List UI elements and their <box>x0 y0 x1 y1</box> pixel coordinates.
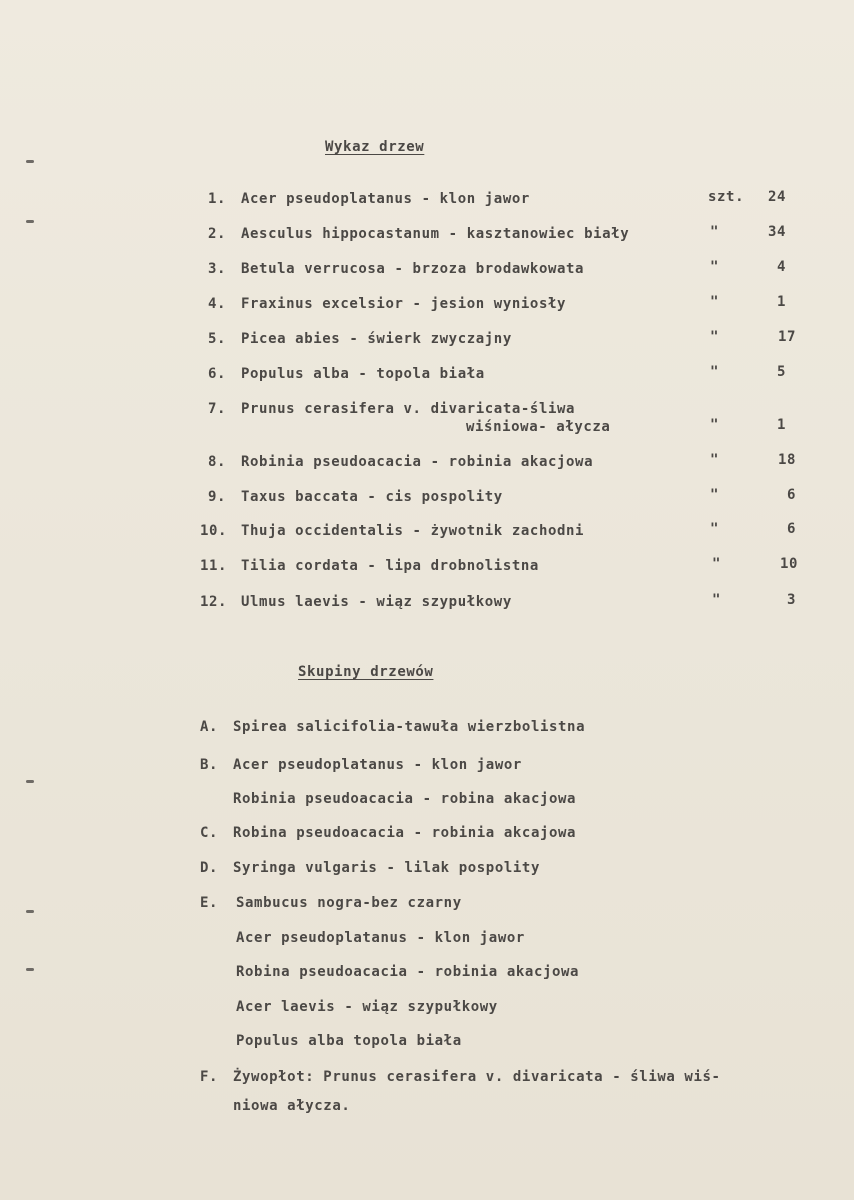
tree-unit: " <box>710 294 720 310</box>
punch-hole-mark <box>26 160 34 163</box>
tree-name-continuation: wiśniowa- ałycza <box>466 419 611 435</box>
tree-unit: szt. <box>708 189 745 205</box>
tree-num: 11. <box>200 558 228 574</box>
page-title: Wykaz drzew <box>325 139 425 155</box>
tree-count: 34 <box>767 224 786 240</box>
tree-name: Ulmus laevis - wiąz szypułkowy <box>241 594 512 610</box>
tree-name: Picea abies - świerk zwyczajny <box>241 331 512 347</box>
group-line: niowa ałycza. <box>233 1098 351 1114</box>
group-letter: E. <box>200 895 219 911</box>
tree-unit: " <box>712 592 722 608</box>
group-line: Acer laevis - wiąz szypułkowy <box>236 999 498 1015</box>
section-heading: Skupiny drzewów <box>298 664 434 680</box>
punch-hole-mark <box>26 220 34 223</box>
punch-hole-mark <box>26 968 34 971</box>
tree-unit: " <box>710 487 720 503</box>
tree-count: 6 <box>786 487 796 503</box>
tree-count: 18 <box>777 452 796 468</box>
tree-num: 9. <box>208 489 227 505</box>
tree-name: Aesculus hippocastanum - kasztanowiec biały <box>241 226 630 242</box>
tree-num: 6. <box>208 366 227 382</box>
tree-count: 17 <box>777 329 796 345</box>
punch-hole-mark <box>26 910 34 913</box>
tree-num: 2. <box>208 226 227 242</box>
group-letter: C. <box>200 825 219 841</box>
tree-name: Prunus cerasifera v. divaricata-śliwa <box>241 401 576 417</box>
tree-num: 5. <box>208 331 227 347</box>
tree-unit: " <box>712 556 722 572</box>
group-letter: A. <box>200 719 219 735</box>
tree-name: Acer pseudoplatanus - klon jawor <box>241 191 530 207</box>
tree-name: Fraxinus excelsior - jesion wyniosły <box>241 296 567 312</box>
tree-unit: " <box>710 364 720 380</box>
tree-num: 10. <box>200 523 228 539</box>
tree-count: 5 <box>776 364 786 380</box>
tree-num: 1. <box>208 191 227 207</box>
group-line: Robina pseudoacacia - robinia akcajowa <box>233 825 577 841</box>
tree-num: 4. <box>208 296 227 312</box>
group-line: Syringa vulgaris - lilak pospolity <box>233 860 540 876</box>
tree-name: Populus alba - topola biała <box>241 366 485 382</box>
tree-unit: " <box>710 224 720 240</box>
group-line: Sambucus nogra-bez czarny <box>236 895 462 911</box>
tree-num: 12. <box>200 594 228 610</box>
group-letter: B. <box>200 757 219 773</box>
tree-name: Taxus baccata - cis pospolity <box>241 489 503 505</box>
tree-count: 10 <box>779 556 798 572</box>
group-letter: F. <box>200 1069 219 1085</box>
tree-unit: " <box>710 329 720 345</box>
group-line: Populus alba topola biała <box>236 1033 462 1049</box>
tree-name: Thuja occidentalis - żywotnik zachodni <box>241 523 585 539</box>
tree-unit: " <box>710 521 720 537</box>
tree-count: 4 <box>776 259 786 275</box>
tree-num: 3. <box>208 261 227 277</box>
tree-unit: " <box>710 452 720 468</box>
punch-hole-mark <box>26 780 34 783</box>
group-line: Robina pseudoacacia - robinia akacjowa <box>236 964 580 980</box>
group-line: Spirea salicifolia-tawuła wierzbolistna <box>233 719 586 735</box>
tree-count: 3 <box>786 592 796 608</box>
tree-unit: " <box>710 417 720 433</box>
group-letter: D. <box>200 860 219 876</box>
tree-count: 1 <box>776 294 786 310</box>
tree-num: 8. <box>208 454 227 470</box>
tree-name: Tilia cordata - lipa drobnolistna <box>241 558 539 574</box>
tree-name: Robinia pseudoacacia - robinia akacjowa <box>241 454 594 470</box>
group-line: Żywopłot: Prunus cerasifera v. divaricata - śliwa wiś- <box>233 1069 721 1085</box>
tree-count: 24 <box>767 189 786 205</box>
group-line: Acer pseudoplatanus - klon jawor <box>233 757 522 773</box>
group-line: Robinia pseudoacacia - robina akacjowa <box>233 791 577 807</box>
tree-count: 6 <box>786 521 796 537</box>
tree-unit: " <box>710 259 720 275</box>
group-line: Acer pseudoplatanus - klon jawor <box>236 930 525 946</box>
tree-count: 1 <box>776 417 786 433</box>
tree-name: Betula verrucosa - brzoza brodawkowata <box>241 261 585 277</box>
tree-num: 7. <box>208 401 227 417</box>
